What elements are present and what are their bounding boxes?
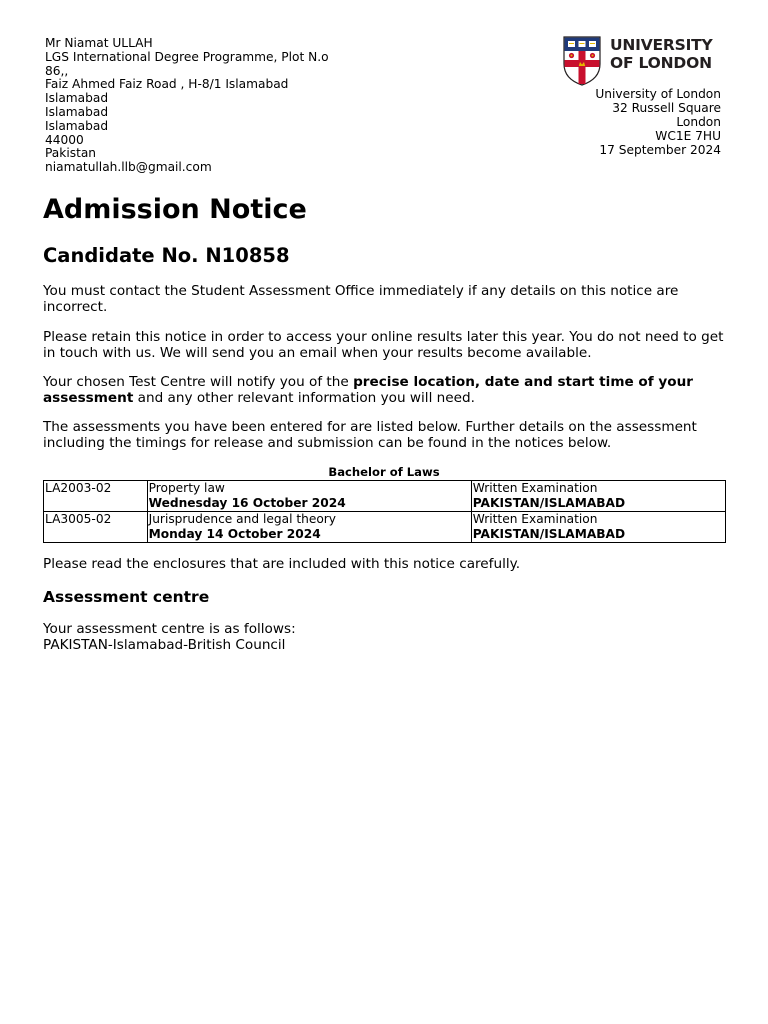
- module-cell: [147, 481, 471, 512]
- contact-paragraph: You must contact the Student Assessment Office immediately if any details on this notice are incorrect.: [43, 283, 679, 316]
- retain-paragraph: Please retain this notice in order to access your online results later this year. You do not need to get in touch with us. We will send you an email when your results become available.: [43, 329, 724, 362]
- module-date: Monday 14 October 2024: [148, 527, 321, 541]
- university-logo: [563, 36, 713, 86]
- sender-line: WC1E 7HU: [655, 128, 721, 143]
- assessment-mode: Written Examination: [472, 512, 598, 526]
- module-cell: [147, 512, 471, 543]
- recipient-email: niamatullah.llb@gmail.com: [45, 160, 212, 175]
- logo-wordmark: [610, 36, 713, 72]
- table-row: [44, 481, 726, 512]
- mode-cell: [471, 512, 725, 543]
- assessment-centre-intro: Your assessment centre is as follows:: [43, 621, 296, 637]
- module-code: LA2003-02: [44, 481, 148, 512]
- assessment-centre-block: [43, 621, 733, 653]
- recipient-line: Islamabad: [45, 104, 109, 119]
- mode-cell: [471, 481, 725, 512]
- assessment-location: PAKISTAN/ISLAMABAD: [472, 527, 626, 541]
- test-centre-emphasis: precise location, date and start time of your assessment: [43, 374, 694, 407]
- module-title: Jurisprudence and legal theory: [148, 512, 337, 526]
- module-code: LA3005-02: [44, 512, 148, 543]
- test-centre-paragraph: [43, 374, 733, 406]
- assessment-centre-name: PAKISTAN-Islamabad-British Council: [43, 637, 286, 654]
- assessment-location: PAKISTAN/ISLAMABAD: [472, 496, 626, 510]
- sender-line: London: [676, 114, 721, 129]
- recipient-line: Mr Niamat ULLAH: [45, 36, 153, 50]
- recipient-line: Islamabad: [45, 118, 109, 133]
- letter-date: 17 September 2024: [599, 142, 721, 157]
- recipient-line: 44000: [45, 132, 84, 147]
- page-title: Admission Notice: [43, 194, 307, 225]
- recipient-line: Pakistan: [45, 146, 97, 161]
- crest-icon: [563, 36, 601, 86]
- logo-line-2: OF LONDON: [610, 54, 712, 72]
- candidate-number: Candidate No. N10858: [43, 244, 290, 267]
- recipient-line: Islamabad: [45, 91, 109, 106]
- table-row: [44, 512, 726, 543]
- assessment-mode: Written Examination: [472, 481, 598, 495]
- recipient-line: Faiz Ahmed Faiz Road , H-8/1 Islamabad: [45, 77, 289, 92]
- enclosures-paragraph: Please read the enclosures that are included with this notice carefully.: [43, 556, 521, 572]
- recipient-line: 86,,: [45, 63, 69, 78]
- recipient-line: LGS International Degree Programme, Plot N.o: [45, 49, 329, 64]
- sender-line: 32 Russell Square: [612, 100, 721, 115]
- test-centre-text: Your chosen Test Centre will notify you of the: [43, 374, 354, 390]
- module-date: Wednesday 16 October 2024: [148, 496, 346, 510]
- sender-address: [595, 88, 721, 158]
- assessments-table: [43, 480, 726, 543]
- programme-heading: Bachelor of Laws: [328, 465, 440, 479]
- logo-line-1: UNIVERSITY: [610, 36, 713, 54]
- test-centre-text-end: and any other relevant information you will need.: [133, 390, 475, 407]
- recipient-address: [45, 37, 329, 175]
- module-title: Property law: [148, 481, 225, 495]
- assessment-centre-heading: Assessment centre: [43, 588, 210, 606]
- assessments-paragraph: The assessments you have been entered for are listed below. Further details on the assessment including the timings for release and submission can be found in the notices below.: [43, 419, 697, 452]
- sender-line: University of London: [595, 87, 721, 101]
